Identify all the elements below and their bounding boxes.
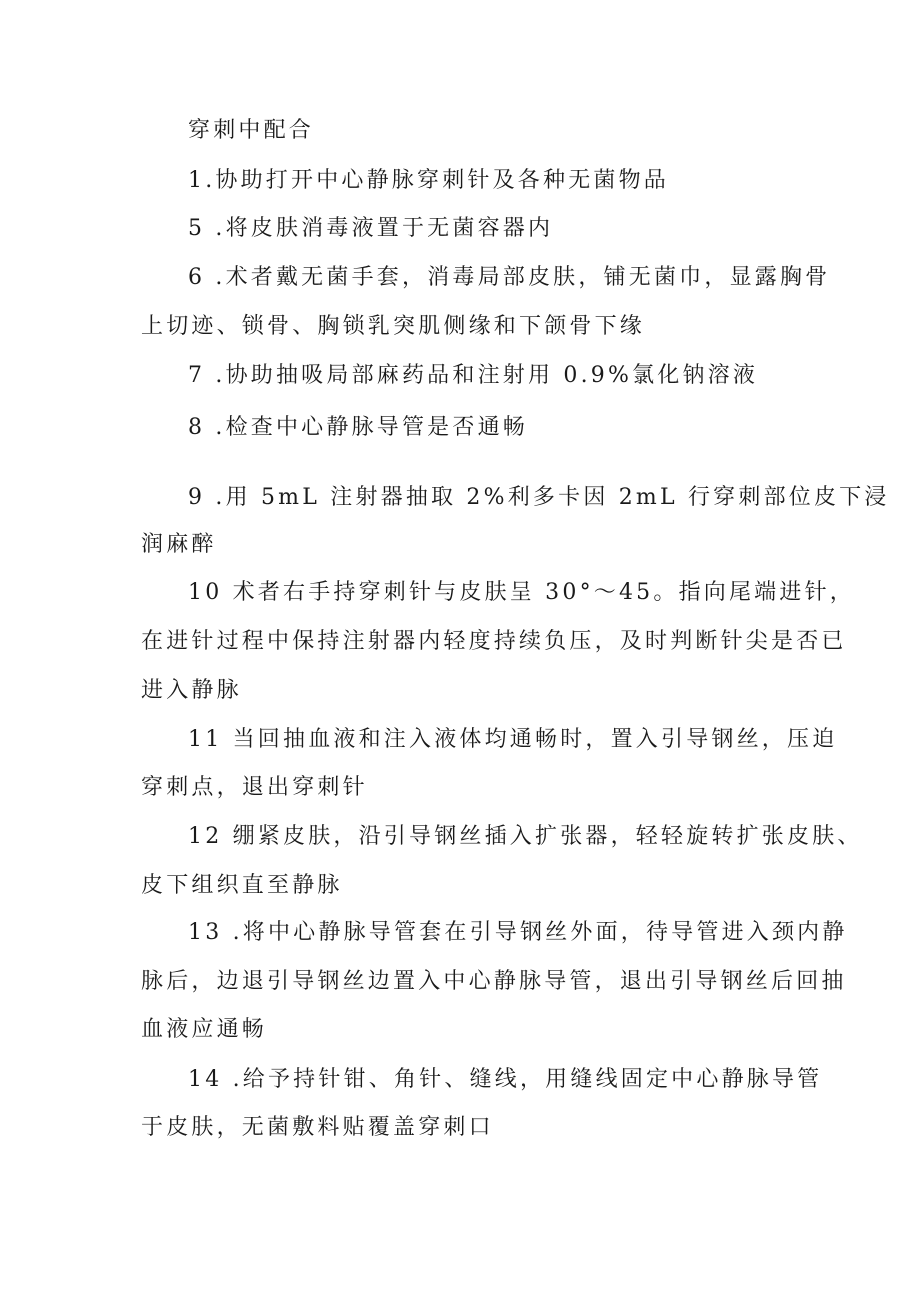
step-7-line-1: 7 .协助抽吸局部麻药品和注射用 0.9%氯化钠溶液 [188, 363, 759, 388]
step-9-line-1: 9 .用 5mL 注射器抽取 2%利多卡因 2mL 行穿刺部位皮下浸 [188, 485, 890, 510]
step-6-line-2: 上切迹、锁骨、胸锁乳突肌侧缘和下颌骨下缘 [141, 314, 646, 339]
step-6-line-1: 6 .术者戴无菌手套，消毒局部皮肤，铺无菌巾，显露胸骨 [188, 265, 831, 290]
step-14-line-1: 14 .给予持针钳、角针、缝线，用缝线固定中心静脉导管 [188, 1067, 823, 1092]
step-13-line-3: 血液应通畅 [141, 1017, 268, 1042]
step-10-line-2: 在进针过程中保持注射器内轻度持续负压，及时判断针尖是否已 [141, 629, 847, 654]
step-11-line-2: 穿刺点，退出穿刺针 [141, 775, 368, 800]
step-9-line-2: 润麻醉 [141, 532, 217, 557]
step-10-line-1: 10 术者右手持穿刺针与皮肤呈 30°～45。指向尾端进针， [188, 580, 855, 605]
step-12-line-2: 皮下组织直至静脉 [141, 873, 343, 898]
step-14-line-2: 于皮肤，无菌敷料贴覆盖穿刺口 [141, 1115, 494, 1140]
step-10-line-3: 进入静脉 [141, 678, 242, 703]
step-1-line-1: 1.协助打开中心静脉穿刺针及各种无菌物品 [188, 168, 669, 193]
step-11-line-1: 11 当回抽血液和注入液体均通畅时，置入引导钢丝，压迫 [188, 727, 838, 752]
step-13-line-1: 13 .将中心静脉导管套在引导钢丝外面，待导管进入颈内静 [188, 920, 848, 945]
step-8-line-1: 8 .检查中心静脉导管是否通畅 [188, 415, 528, 440]
section-heading: 穿刺中配合 [188, 118, 315, 143]
step-12-line-1: 12 绷紧皮肤，沿引导钢丝插入扩张器，轻轻旋转扩张皮肤、 [188, 824, 863, 849]
step-13-line-2: 脉后，边退引导钢丝边置入中心静脉导管，退出引导钢丝后回抽 [141, 969, 847, 994]
step-5-line-1: 5 .将皮肤消毒液置于无菌容器内 [188, 216, 554, 241]
